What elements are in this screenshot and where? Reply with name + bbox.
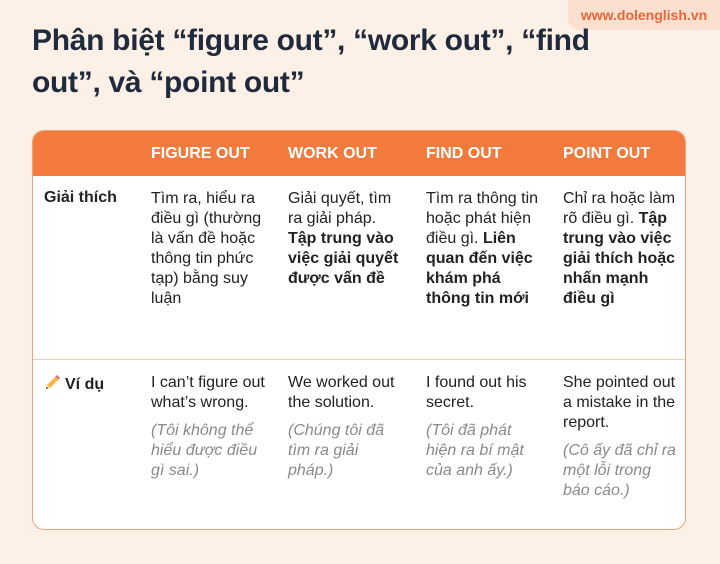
example-sentence: She pointed out a mistake in the report. bbox=[563, 374, 676, 431]
explanation-text: Tìm ra, hiểu ra điều gì (thường là vấn đề hoặc thông tin phức tạp) bằng suy luận bbox=[151, 190, 262, 307]
example-translation: (Cô ấy đã chỉ ra một lỗi trong báo cáo.) bbox=[563, 442, 676, 499]
header-figure-out: FIGURE OUT bbox=[151, 144, 250, 162]
pencil-icon bbox=[44, 373, 62, 391]
row-label-explanation: Giải thích bbox=[44, 189, 117, 206]
example-translation: (Tôi đã phát hiện ra bí mật của anh ấy.) bbox=[426, 422, 524, 479]
example-sentence: I found out his secret. bbox=[426, 374, 527, 411]
explanation-work-out bbox=[288, 189, 408, 289]
example-sentence: I can’t figure out what’s wrong. bbox=[151, 374, 265, 411]
row-divider bbox=[33, 359, 685, 360]
example-work-out bbox=[288, 373, 406, 481]
explanation-text: Chỉ ra hoặc làm rõ điều gì. bbox=[563, 190, 676, 227]
header-point-out: POINT OUT bbox=[563, 144, 651, 162]
table-header bbox=[33, 131, 685, 176]
example-figure-out bbox=[151, 373, 269, 481]
explanation-find-out bbox=[426, 189, 548, 309]
explanation-point-out bbox=[563, 189, 681, 309]
explanation-emphasis: Tập trung vào việc giải quyết được vấn đề bbox=[288, 230, 399, 287]
header-work-out: WORK OUT bbox=[288, 144, 377, 162]
comparison-table bbox=[32, 130, 686, 530]
explanation-text: Giải quyết, tìm ra giải pháp. bbox=[288, 190, 392, 227]
example-label-text: Ví dụ bbox=[65, 376, 105, 393]
explanation-emphasis: Liên quan đến việc khám phá thông tin mới bbox=[426, 230, 533, 307]
example-sentence: We worked out the solution. bbox=[288, 374, 395, 411]
explanation-emphasis: Tập trung vào việc giải thích hoặc nhấn mạnh điều gì bbox=[563, 210, 676, 307]
example-find-out bbox=[426, 373, 544, 481]
example-translation: (Chúng tôi đã tìm ra giải pháp.) bbox=[288, 422, 385, 479]
page-title: Phân biệt “figure out”, “work out”, “find out”, và “point out” bbox=[32, 24, 590, 99]
row-label-example bbox=[44, 373, 104, 394]
header-find-out: FIND OUT bbox=[426, 144, 502, 162]
example-translation: (Tôi không thể hiểu được điều gì sai.) bbox=[151, 422, 258, 479]
explanation-figure-out bbox=[151, 189, 269, 309]
site-url: www.dolenglish.vn bbox=[580, 7, 708, 23]
example-point-out bbox=[563, 373, 681, 501]
explanation-text: Tìm ra thông tin hoặc phát hiện điều gì. bbox=[426, 190, 539, 247]
